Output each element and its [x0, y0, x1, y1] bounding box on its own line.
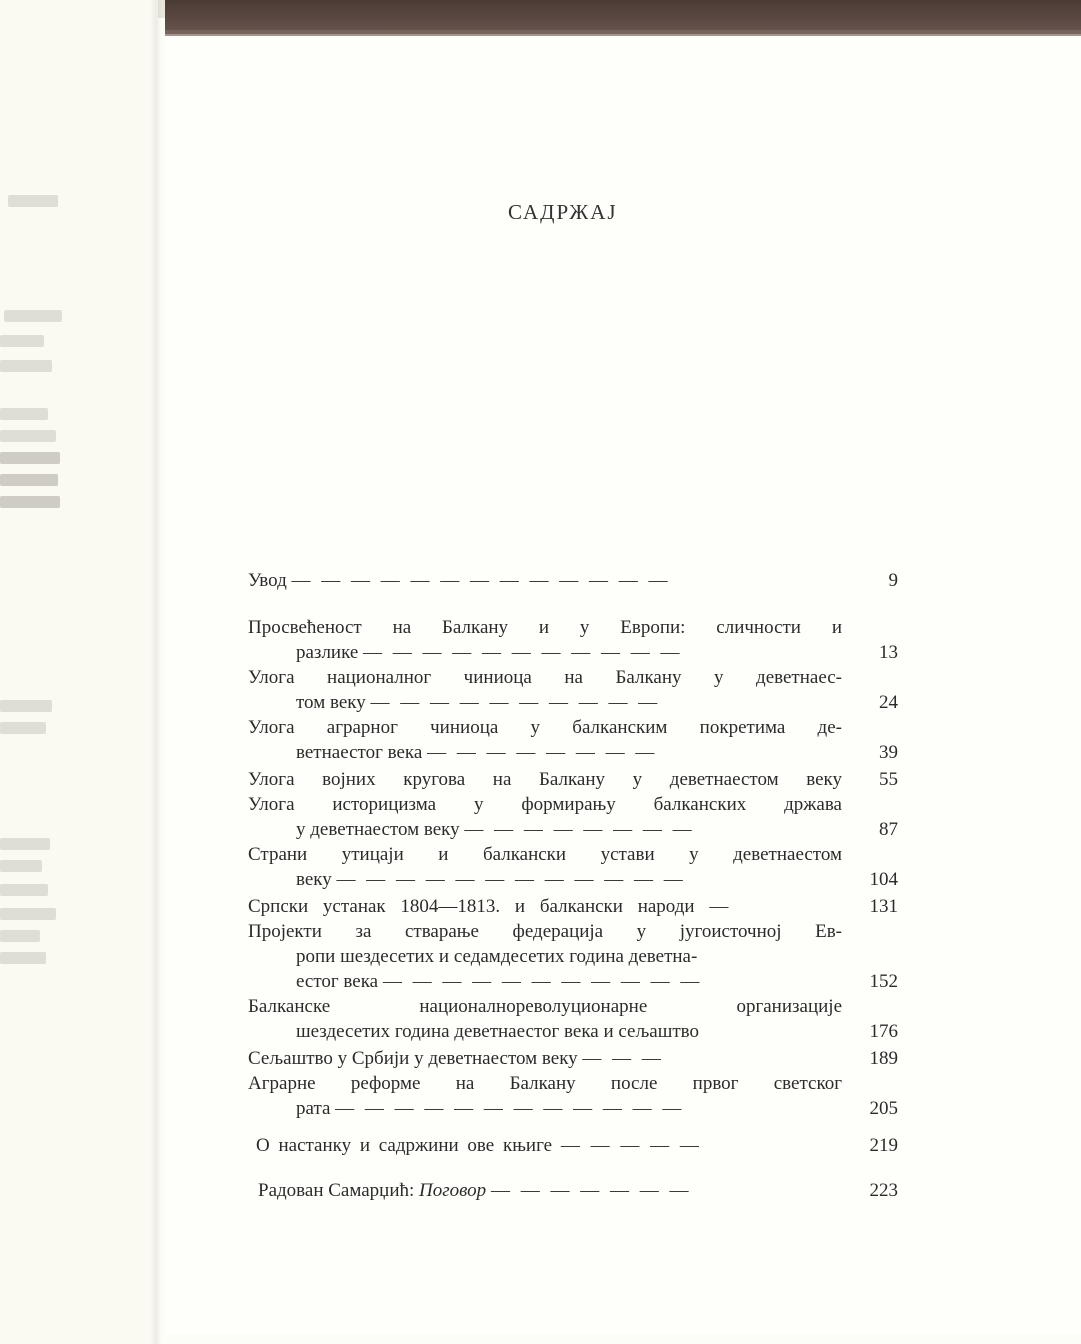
toc-entry-title-cont: шездесетих година деветнаестог века и сељаштво [296, 1021, 699, 1042]
toc-entry-title-cont: том веку [296, 692, 366, 713]
toc-entry [248, 919, 902, 994]
toc-entry-title: О настанку и садржини ове књиге [256, 1135, 553, 1156]
toc-leader: — — — — — — — — — — — — — [291, 570, 668, 591]
toc-entry-title-cont: рата [296, 1098, 331, 1119]
toc-entry [248, 1046, 902, 1071]
toc-entry [248, 792, 902, 842]
toc-entry-title: Српски устанак 1804—1813. и балкански народи [248, 896, 695, 917]
toc-entry-title-cont: ветнаестог века [296, 742, 423, 763]
toc-page-number: 189 [869, 1048, 898, 1069]
toc-entry-title: Улога аграрног чиниоца у балканским покретима де- [248, 717, 842, 738]
toc-leader: — — — — — — — [490, 1180, 689, 1201]
toc-entry-title: Балканске националнореволуционарне организације [248, 996, 842, 1017]
toc-entry-title: Улога националног чиниоца на Балкану у деветнаес- [248, 667, 842, 688]
toc-leader: — — — — — — — — [427, 742, 655, 763]
toc-entry [248, 665, 902, 715]
toc-page-number: 152 [869, 971, 898, 992]
toc-page-number: 13 [879, 642, 898, 663]
toc-page-number: 39 [879, 742, 898, 763]
toc-entry-title-cont: разлике [296, 642, 359, 663]
toc-leader: — — — — — — — — — — — — [335, 1098, 682, 1119]
toc-page-number: 104 [869, 869, 898, 890]
toc-entry [248, 1178, 902, 1203]
toc-entry-title: Просвећеност на Балкану и у Европи: сличности и [248, 617, 842, 638]
toc-entry-title-cont: веку [296, 869, 332, 890]
toc-entry-title-cont: ропи шездесетих и седамдесетих година деветна- [296, 946, 698, 967]
toc-page-number: 131 [869, 896, 898, 917]
toc-page-number: 55 [879, 769, 898, 790]
toc-entry [248, 1071, 902, 1121]
spine-shadow [150, 0, 162, 1344]
toc-entry-title: Поговор [419, 1180, 487, 1201]
page-title: САДРЖАЈ [508, 200, 618, 224]
toc-entry-title: Пројекти за стварање федерација у југоисточној Ев- [248, 921, 842, 942]
toc-leader: — — — — — — — — — — — — [336, 869, 683, 890]
facing-page [0, 0, 158, 1344]
toc-leader: — — — — — — — — — — — [382, 971, 700, 992]
toc-leader: — — — [582, 1048, 661, 1069]
toc-entry-author: Радован Самарџић: [258, 1180, 415, 1201]
toc-entry [248, 615, 902, 665]
toc-entry-title: Сељаштво у Србији у деветнаестом веку [248, 1048, 578, 1069]
toc-entry [248, 994, 902, 1044]
toc-page-number: 87 [879, 819, 898, 840]
toc-leader: — — — — — [560, 1135, 699, 1156]
toc-page-number: 9 [888, 570, 898, 591]
toc-leader: — [709, 896, 729, 917]
toc-page-number: 24 [879, 692, 898, 713]
toc-leader: — — — — — — — — [464, 819, 692, 840]
toc-entry [248, 894, 902, 919]
table-of-contents [248, 568, 902, 1203]
toc-entry [248, 1133, 902, 1158]
toc-entry [248, 842, 902, 892]
toc-page-number: 205 [869, 1098, 898, 1119]
toc-leader: — — — — — — — — — — — [363, 642, 680, 663]
show-through-text [0, 0, 70, 1344]
book-cover-top [165, 0, 1081, 34]
toc-entry [248, 767, 902, 792]
toc-entry-title-cont: у деветнаестом веку [296, 819, 460, 840]
toc-entry-title: Страни утицаји и балкански устави у деветнаестом [248, 844, 842, 865]
toc-entry [248, 568, 902, 593]
toc-page-number: 176 [869, 1021, 898, 1042]
toc-entry-title: Улога историцизма у формирању балканских држава [248, 794, 842, 815]
toc-page-number: 223 [869, 1180, 898, 1201]
toc-leader: — — — — — — — — — — [370, 692, 658, 713]
toc-entry-title: Аграрне реформе на Балкану после првог светског [248, 1073, 842, 1094]
toc-entry [248, 715, 902, 765]
toc-entry-title-cont: естог века [296, 971, 379, 992]
toc-entry-title: Увод [248, 570, 287, 591]
toc-page-number: 219 [869, 1135, 898, 1156]
toc-entry-title: Улога војних кругова на Балкану у деветнаестом веку [248, 769, 842, 790]
